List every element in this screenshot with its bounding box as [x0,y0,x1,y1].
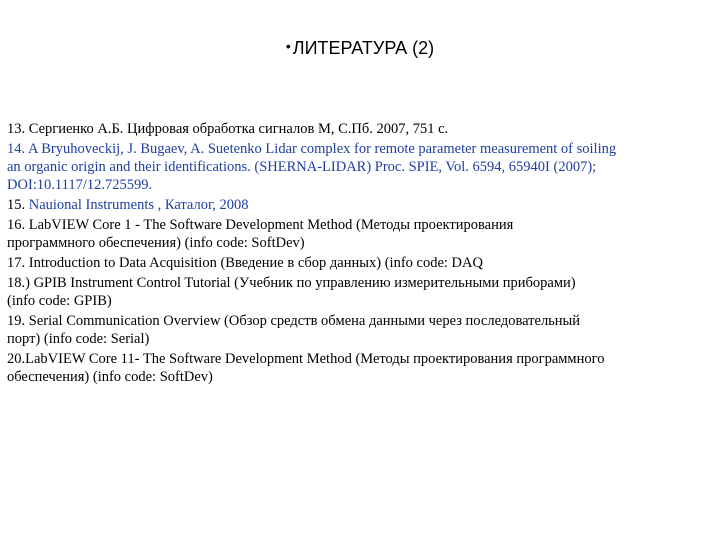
title-bullet: • [285,38,291,54]
reference-16-line-1: 16. LabVIEW Core 1 - The Software Development Method (Методы проектирования [7,217,514,233]
reference-14-line-1: 14. A Bryuhoveckij, J. Bugaev, A. Suetenko Lidar complex for remote parameter measurement of soiling [7,141,617,157]
reference-16 [7,216,707,252]
reference-15 [7,196,707,214]
reference-20 [7,350,707,386]
reference-19-line-2: порт) (info code: Serial) [7,331,150,347]
reference-13-line-1: 13. Сергиенко А.Б. Цифровая обработка сигналов М, С.Пб. 2007, 751 с. [7,121,449,137]
reference-18 [7,274,707,310]
reference-list [7,120,707,388]
reference-15-text: Nauional Instruments , Каталог, 2008 [25,197,249,213]
reference-14-line-3: DOI:10.1117/12.725599. [7,177,153,193]
reference-14 [7,140,707,194]
slide-title [0,36,720,61]
reference-14-line-2: an organic origin and their identifications. (SHERNA-LIDAR) Proc. SPIE, Vol. 6594, 65940I (2007); [7,159,597,175]
reference-19 [7,312,707,348]
reference-17 [7,254,707,272]
reference-15-number: 15. [7,197,26,213]
reference-18-line-2: (info code: GPIB) [7,293,112,309]
title-text: ЛИТЕРАТУРА (2) [292,38,435,58]
reference-16-line-2: программного обеспечения) (info code: SoftDev) [7,235,305,251]
reference-19-line-1: 19. Serial Communication Overview (Обзор средств обмена данными через последовательный [7,313,581,329]
reference-18-line-1: 18.) GPIB Instrument Control Tutorial (Учебник по управлению измерительными приборами) [7,275,576,291]
reference-13 [7,120,707,138]
reference-17-line-1: 17. Introduction to Data Acquisition (Введение в сбор данных) (info code: DAQ [7,255,483,271]
reference-20-line-1: 20.LabVIEW Core 11- The Software Development Method (Методы проектирования программного [7,351,605,367]
reference-20-line-2: обеспечения) (info code: SoftDev) [7,369,213,385]
reference-15-line-1 [7,196,707,214]
